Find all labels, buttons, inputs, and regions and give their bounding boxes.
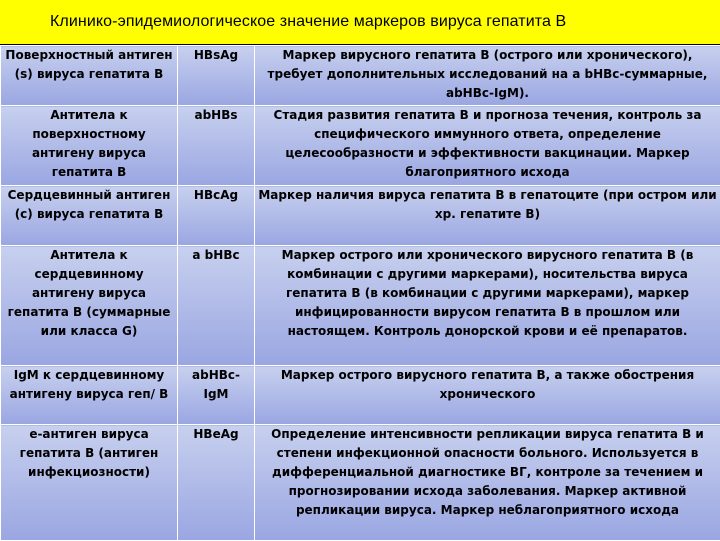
marker-abbr-cell: abHBs — [178, 106, 255, 186]
marker-name-cell: IgM к сердцевинному антигену вируса геп/ В — [1, 366, 178, 425]
marker-abbr-cell: HBcAg — [178, 186, 255, 246]
title-bar — [0, 0, 720, 45]
table-row — [1, 46, 720, 106]
marker-name-cell: е-антиген вируса гепатита В (антиген инфекциозности) — [1, 425, 178, 541]
marker-meaning-cell: Стадия развития гепатита В и прогноза течения, контроль за специфического иммунного ответа, определение целесообразности и эффективности вакцинации. Маркер благоприятного исхода — [255, 106, 720, 186]
table-row — [1, 106, 720, 186]
marker-meaning-cell: Маркер наличия вируса гепатита В в гепатоците (при остром или хр. гепатите В) — [255, 186, 720, 246]
table-row — [1, 425, 720, 541]
marker-meaning-cell: Маркер острого или хронического вирусного гепатита В (в комбинации с другими маркерами), носительства вируса гепатита В (в комбинации с другими маркерами), маркер инфицированности вирусом гепатита В в прошлом или настоящем. Контроль донорской крови и её препаратов. — [255, 246, 720, 366]
marker-meaning-cell: Определение интенсивности репликации вируса гепатита В и степени инфекционной опасности больного. Используется в дифференциальной диагностике ВГ, контроле за течением и прогнозировании исхода заболевания. Маркер активной репликации вируса. Маркер неблагоприятного исхода — [255, 425, 720, 541]
marker-name-cell: Сердцевинный антиген (с) вируса гепатита В — [1, 186, 178, 246]
marker-abbr-cell: a bHBc — [178, 246, 255, 366]
marker-meaning-cell: Маркер острого вирусного гепатита В, а также обострения хронического — [255, 366, 720, 425]
page-title: Клинико-эпидемиологическое значение маркеров вируса гепатита В — [50, 13, 566, 31]
marker-name-cell: Антитела к сердцевинному антигену вируса гепатита В (суммарные или класса G) — [1, 246, 178, 366]
marker-abbr-cell: HBeAg — [178, 425, 255, 541]
markers-table — [0, 45, 720, 541]
marker-name-cell: Поверхностный антиген (s) вируса гепатита В — [1, 46, 178, 106]
marker-name-cell: Антитела к поверхностному антигену вируса гепатита В — [1, 106, 178, 186]
table-row — [1, 246, 720, 366]
table-row — [1, 366, 720, 425]
marker-abbr-cell: abHBc-IgM — [178, 366, 255, 425]
marker-meaning-cell: Маркер вирусного гепатита В (острого или хронического), требует дополнительных исследований на а bHBc-суммарные, abHBc-IgM). — [255, 46, 720, 106]
marker-abbr-cell: HBsAg — [178, 46, 255, 106]
table-row — [1, 186, 720, 246]
